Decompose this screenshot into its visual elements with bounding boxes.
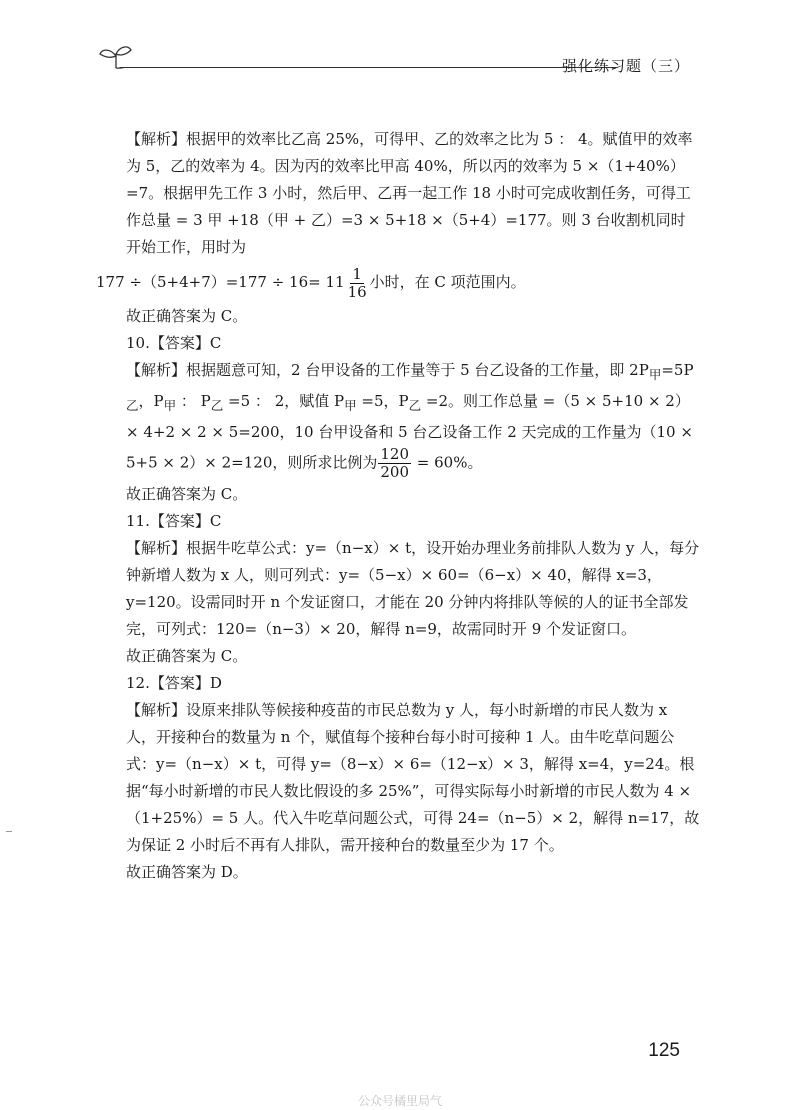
page-body — [96, 126, 700, 886]
q10-frac-denominator: 200 — [380, 463, 410, 481]
q10-sub-yi-1: 乙 — [126, 398, 139, 413]
q10-text-f: =5，P — [356, 392, 409, 410]
q12-answer: 12.【答案】D — [126, 674, 222, 692]
q10-ratio-suffix: = 60%。 — [412, 453, 483, 472]
q10-conclusion: 故正确答案为 C。 — [126, 485, 248, 503]
q12-analysis: 【解析】设原来排队等候接种疫苗的市民总数为 y 人，每小时新增的市民人数为 x 人，开接种台的数量为 n 个，赋值每个接种台每小时可接种 1 人。由牛吃草问题公式：y=（n−x）× t，可得 y=（8−x）× 6=（12−x）× 3，解得 x=4，y=24。根据“每小时新增的市民人数比假设的多 25%”，可得实际每小时新增的市民人数为 4 ×（1+25%）= 5 人。代入牛吃草问题公式，可得 24=（n−5）× 2，解得 n=17，故为保证 2 小时后不再有人排队，需开接种台的数量至少为 17 个。 — [126, 701, 700, 854]
q9-calculation — [96, 261, 700, 303]
q10-sub-jia-2: 甲 — [163, 398, 177, 413]
q12-conclusion: 故正确答案为 D。 — [126, 863, 248, 881]
q10-answer: 10.【答案】C — [126, 334, 222, 352]
q11-conclusion: 故正确答案为 C。 — [126, 647, 248, 665]
q10-sub-jia-1: 甲 — [648, 367, 662, 382]
sprout-icon — [96, 40, 136, 70]
q10-text-a: 【解析】根据题意可知，2 台甲设备的工作量等于 5 台乙设备的工作量，即 2P — [126, 361, 649, 379]
header-rule — [120, 67, 616, 68]
q10-text-d: ： P — [176, 392, 211, 410]
q9-analysis: 【解析】根据甲的效率比乙高 25%，可得甲、乙的效率之比为 5 ： 4。赋值甲的效率为 5，乙的效率为 4。因为丙的效率比甲高 40%，所以丙的效率为 5 ×（1+40%）=7。根据甲先工作 3 小时，然后甲、乙再一起工作 18 小时可完成收割任务，可得工作总量 = 3 甲 +18（甲 + 乙）=3 × 5+18 ×（5+4）=177。则 3 台收割机同时开始工作，用时为 — [126, 130, 693, 256]
q9-fraction — [346, 266, 369, 301]
q10-sub-yi-3: 乙 — [408, 398, 422, 413]
q9-conclusion: 故正确答案为 C。 — [126, 307, 248, 325]
watermark: 公众号橘里局气 — [357, 1094, 442, 1108]
page-number: 125 — [648, 1040, 680, 1061]
margin-mark — [6, 831, 12, 832]
q10-text-g: =2。则工作总量 =（5 × 5+10 × 2）× 4+2 × 2 × 5=200，10 台甲设备和 5 台乙设备工作 2 天完成的工作量为（10 × 5+5 × 2）× 2=120，则所求比例为 — [126, 392, 693, 472]
running-header — [96, 40, 700, 75]
q10-sub-jia-3: 甲 — [344, 398, 357, 413]
q9-calc-prefix: 177 ÷（5+4+7）=177 ÷ 16= 11 — [96, 273, 345, 291]
q10-frac-numerator: 120 — [380, 445, 410, 463]
section-title: 强化练习题（三） — [561, 57, 690, 75]
q10-fraction — [378, 446, 411, 481]
q9-calc-suffix: 小时，在 C 项范围内。 — [369, 273, 526, 291]
q10-sub-yi-2: 乙 — [210, 398, 224, 413]
q10-analysis — [96, 357, 700, 481]
q11-answer: 11.【答案】C — [126, 512, 222, 530]
q9-frac-numerator: 1 — [352, 264, 362, 283]
q9-frac-denominator: 16 — [347, 282, 367, 301]
q10-text-e: =5 ： 2，赋值 P — [223, 392, 345, 410]
q10-text-b: =5P — [661, 361, 694, 379]
q10-text-c: ，P — [138, 392, 164, 410]
q11-analysis: 【解析】根据牛吃草公式：y=（n−x）× t，设开始办理业务前排队人数为 y 人，每分钟新增人数为 x 人，则可列式：y=（5−x）× 60=（6−x）× 40，解得 x=3，y=120。设需同时开 n 个发证窗口，才能在 20 分钟内将排队等候的人的证书全部发完，可列式：120=（n−3）× 20，解得 n=9，故需同时开 9 个发证窗口。 — [126, 539, 700, 638]
